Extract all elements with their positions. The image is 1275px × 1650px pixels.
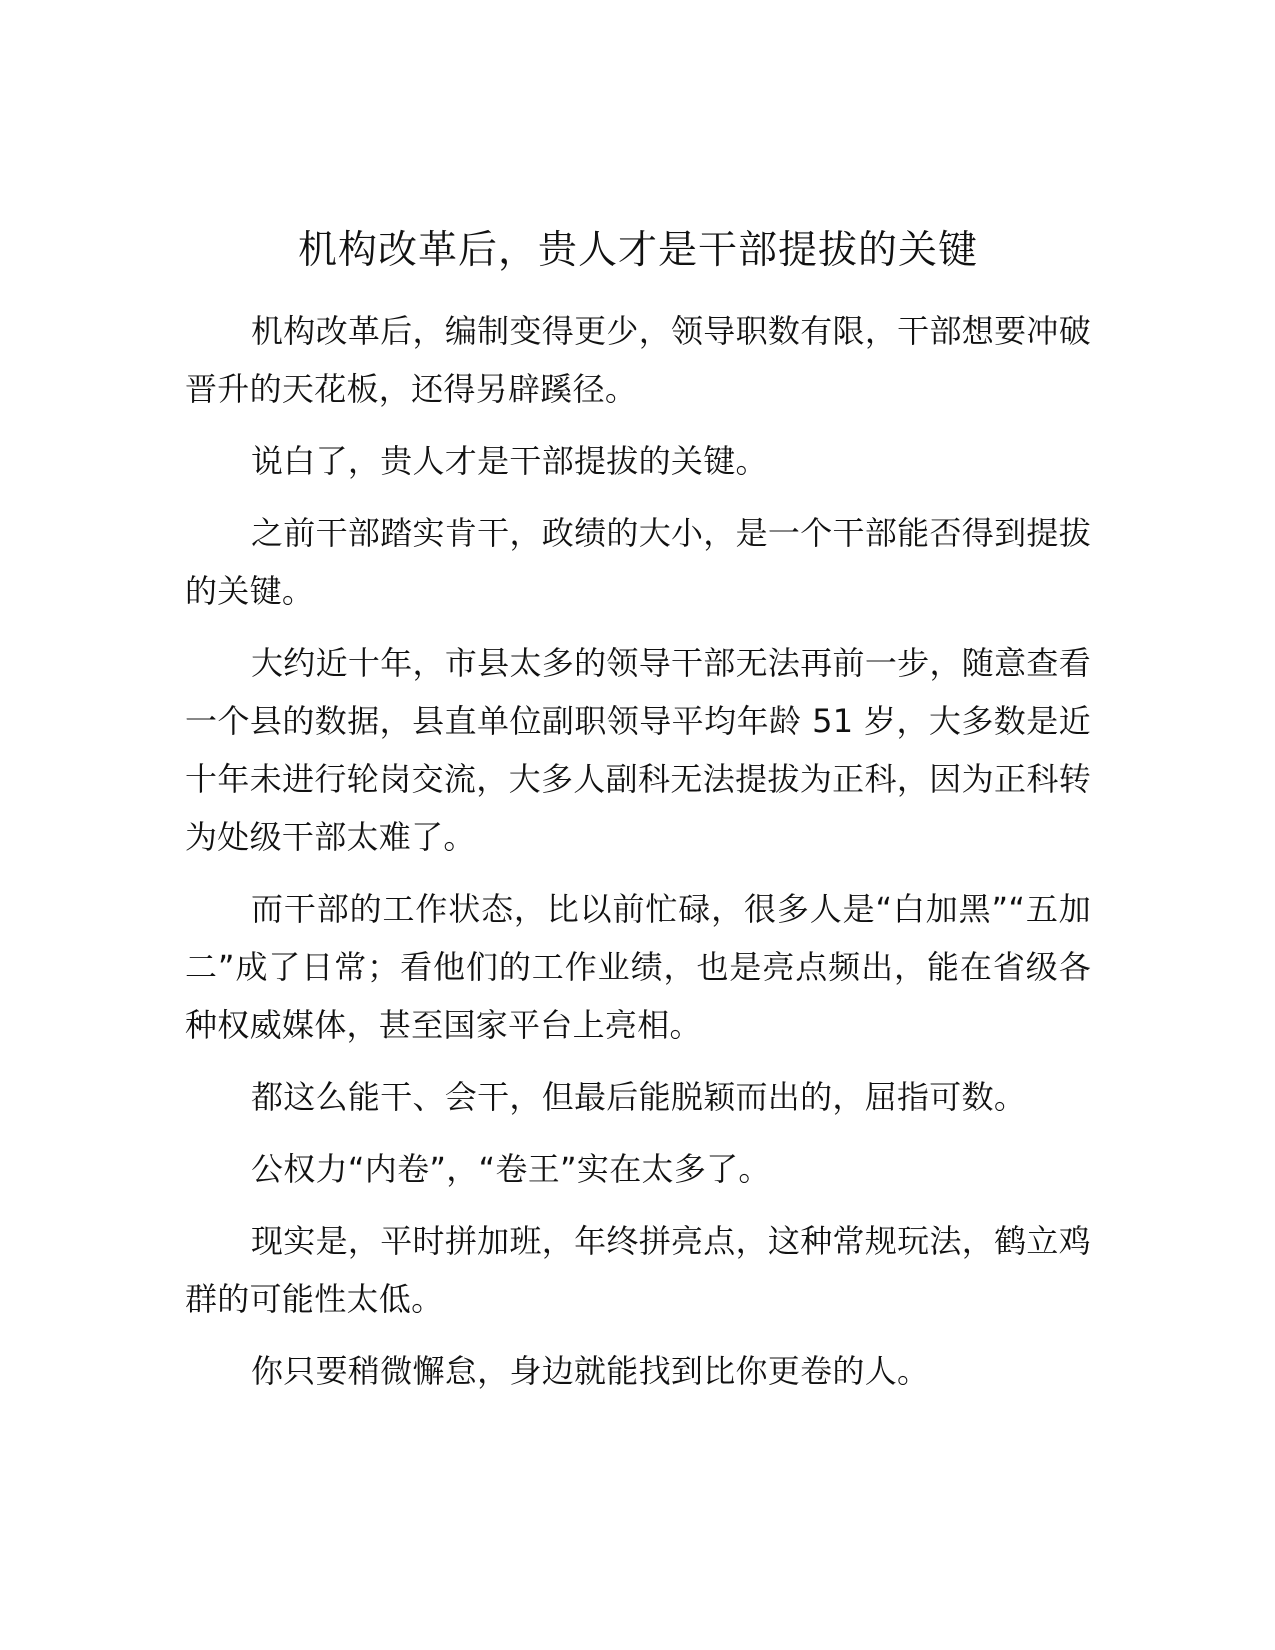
document-page bbox=[185, 222, 1091, 1414]
paragraph: 说白了，贵人才是干部提拔的关键。 bbox=[251, 442, 768, 480]
paragraph: 公权力“内卷”，“卷王”实在太多了。 bbox=[251, 1150, 771, 1188]
paragraph: 机构改革后，编制变得更少，领导职数有限，干部想要冲破晋升的天花板，还得另辟蹊径。 bbox=[185, 312, 1091, 408]
paragraph: 之前干部踏实肯干，政绩的大小，是一个干部能否得到提拔的关键。 bbox=[185, 514, 1091, 610]
paragraph: 大约近十年，市县太多的领导干部无法再前一步，随意查看一个县的数据，县直单位副职领导平均年龄 51 岁，大多数是近十年未进行轮岗交流，大多人副科无法提拔为正科，因为正科转为处级干部太难了。 bbox=[185, 644, 1091, 856]
paragraph: 现实是，平时拼加班，年终拼亮点，这种常规玩法，鹤立鸡群的可能性太低。 bbox=[185, 1222, 1091, 1318]
paragraph: 而干部的工作状态，比以前忙碌，很多人是“白加黑”“五加二”成了日常；看他们的工作业绩，也是亮点频出，能在省级各种权威媒体，甚至国家平台上亮相。 bbox=[185, 890, 1091, 1044]
paragraph: 你只要稍微懈怠，身边就能找到比你更卷的人。 bbox=[251, 1352, 930, 1390]
document-title: 机构改革后，贵人才是干部提拔的关键 bbox=[297, 228, 978, 273]
paragraph: 都这么能干、会干，但最后能脱颖而出的，屈指可数。 bbox=[251, 1078, 1027, 1116]
